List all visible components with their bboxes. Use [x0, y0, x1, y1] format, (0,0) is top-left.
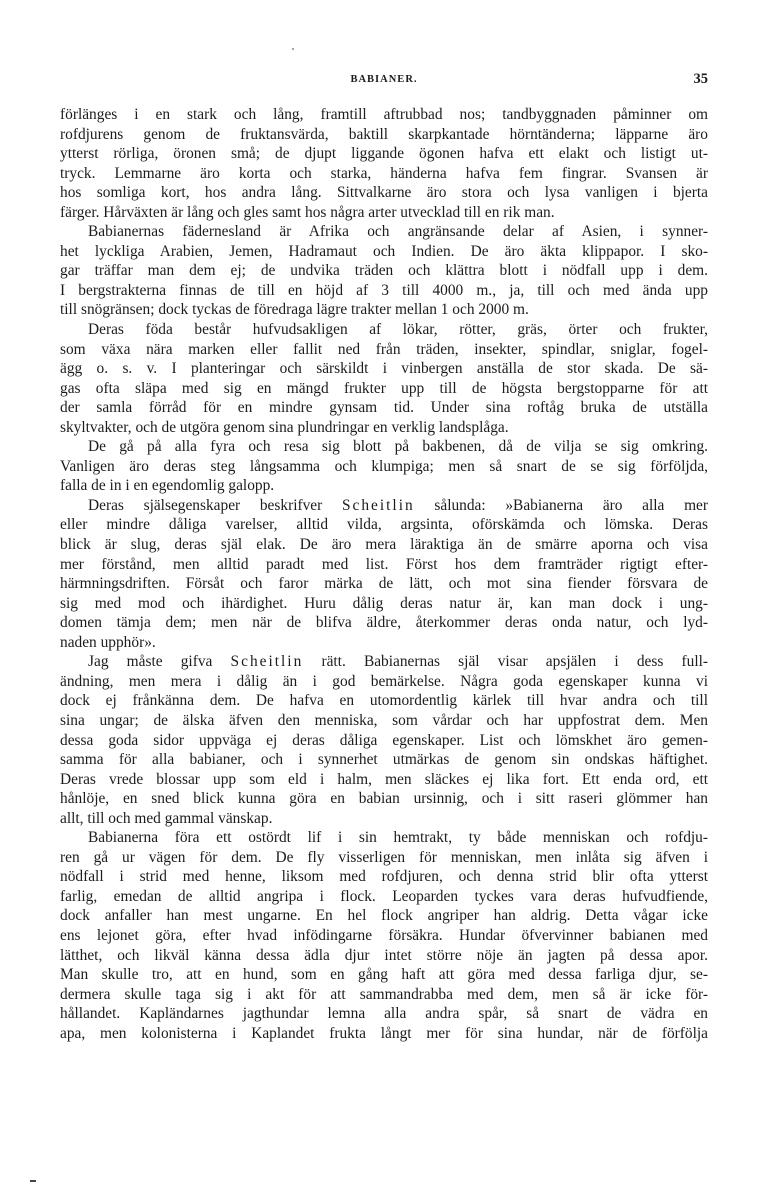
body-text [60, 105, 708, 1043]
text-line: hållandet. Kapländarnes jagthundar lemna alla andra spår, så snart de vädra en [60, 1005, 708, 1023]
text-line: hos somliga kort, hos andra lång. Sittvalkarne äro stora och lysa vanligen i bjerta [60, 184, 708, 202]
text-segment: sålunda: »Babianerna äro alla mer [434, 496, 708, 514]
text-line: Deras vrede blossar upp som eld i halm, men släckes ej lika fort. Ett enda ord, ett [60, 770, 708, 788]
page-header [60, 71, 708, 94]
text-line: I bergstrakterna finnas de till en höjd af 3 till 4000 m., ja, till och med ända upp [60, 281, 708, 299]
text-line: ren gå ur vägen för dem. De fly visserligen för menniskan, men inlåta sig äfven i [60, 848, 708, 866]
text-line: sig med mod och ihärdighet. Huru dålig deras natur är, kan man dock i ung- [60, 594, 708, 612]
text-line: samma för alla babianer, och i synnerhet utmärkas de genom sin ondskas häftighet. [60, 751, 708, 769]
text-line: het lyckliga Arabien, Jemen, Hadramaut och Indien. De äro äkta klippapor. I sko- [60, 242, 708, 260]
text-line [60, 496, 708, 516]
text-line: som växa nära marken eller fallit ned från träden, insekter, spindlar, sniglar, fogel- [60, 340, 708, 358]
text-line: eller mindre dåliga varelser, alltid vilda, argsinta, oförskämda och lömska. Deras [60, 516, 708, 534]
text-line: ändning, men mera i dålig än i god bemärkelse. Några goda egenskaper kunna vi [60, 672, 708, 690]
text-line: lätthet, och likväl känna dessa ädla djur intet större nöje än jagten på dessa apor. [60, 946, 708, 964]
text-line: farlig, emedan de alltid angripa i flock. Leoparden tyckes vara deras hufvudfiende, [60, 887, 708, 905]
text-line: blick är slug, deras själ elak. De äro mera läraktiga än de smärre aporna och visa [60, 536, 708, 554]
page-number: 35 [693, 71, 708, 87]
text-line: tryck. Lemmarne äro korta och starka, händerna hafva fem fingrar. Svansen är [60, 164, 708, 182]
text-line: härmningsdriften. Försåt och faror märka de lätt, och mot sina fiender försvara de [60, 575, 708, 593]
text-line: dermera skulle taga sig i akt för att sammandrabba med dem, men så är icke för- [60, 985, 708, 1003]
text-line: gar träffar man dem ej; de undvika träden och klättra blott i nödfall upp i dem. [60, 262, 708, 280]
text-line: dock ej frånkänna dem. De hafva en utomordentlig kärlek till hvar andra och till [60, 692, 708, 710]
text-segment: Deras själsegenskaper beskrifver [88, 496, 323, 514]
author-name: Scheitlin [230, 653, 304, 671]
text-line: nödfall i strid med henne, liksom med rofdjuren, och denna strid blir ofta ytterst [60, 868, 708, 886]
page-speck [30, 1180, 36, 1182]
text-line: Man skulle tro, att en hund, som en gång haft att göra med dessa farliga djur, se- [60, 966, 708, 984]
text-line: skyltvakter, och de utgöra genom sina plundringar en verklig landsplåga. [60, 418, 509, 436]
text-line: hånlöje, en sned blick kunna göra en babian ursinnig, och i sitt raseri glömmer han [60, 790, 708, 808]
text-line: gas ofta släpa med sig en mängd frukter upp till de högsta bergstopparne för att [60, 379, 708, 397]
text-segment: rätt. Babianernas själ visar apsjälen i dess full- [321, 653, 708, 671]
text-line: Babianerna föra ett ostördt lif i sin hemtrakt, ty både menniskan och rofdju- [88, 829, 708, 847]
text-line: till snögränsen; dock tyckas de föredraga lägre trakter mellan 1 och 2000 m. [60, 301, 529, 319]
author-name: Scheitlin [341, 496, 415, 514]
text-line: ägg o. s. v. I planteringar och särskildt i vinbergen anställa de stor skada. De sä- [60, 360, 708, 378]
text-line: färger. Hårväxten är lång och gles samt hos några arter utvecklad till en rik man. [60, 203, 555, 221]
text-line: dessa goda sidor uppväga ej deras dåliga egenskaper. List och lömskhet äro gemen- [60, 731, 708, 749]
text-segment: Jag måste gifva [88, 653, 213, 671]
text-line: De gå på alla fyra och resa sig blott på bakbenen, då de vilja se sig omkring. [88, 438, 708, 456]
text-line: der samla förråd för en mindre gynsam tid. Under sina roftåg bruka de utställa [60, 399, 708, 417]
text-line: apa, men kolonisterna i Kaplandet frukta långt mer för sina hundar, när de förfölja [60, 1024, 708, 1042]
text-line: Deras föda består hufvudsakligen af lökar, rötter, gräs, örter och frukter, [88, 321, 708, 339]
text-line: Babianernas fädernesland är Afrika och angränsande delar af Asien, i synner- [88, 223, 708, 241]
text-line: Vanligen äro deras steg långsamma och klumpiga; men så snart de se sig förföljda, [60, 457, 708, 475]
text-line [60, 652, 708, 672]
text-line: förlänges i en stark och lång, framtill aftrubbad nos; tandbyggnaden påminner om [60, 106, 708, 123]
text-line: allt, till och med gammal vänskap. [60, 809, 273, 827]
text-line: ens lejonet göra, efter hvad infödingarne försäkra. Hundar öfvervinner babianen med [60, 926, 708, 944]
text-line: ytterst rörliga, öronen små; de djupt liggande ögonen hafva ett elakt och listigt ut- [60, 145, 708, 163]
text-line: dock anfaller han mest ungarne. En hel flock angriper han aldrig. Detta vågar icke [60, 907, 708, 925]
page-speck [292, 48, 294, 50]
text-line: mer förstånd, men alltid paradt med list. Först hos dem framträder rigtigt efter- [60, 555, 708, 573]
text-line: naden upphör». [60, 633, 156, 651]
text-line: domen tämja dem; men när de blifva äldre, återkommer deras onda natur, och lyd- [60, 614, 708, 632]
text-line: rofdjurens genom de fruktansvärda, baktill skarpkantade hörntänderna; läpparne äro [60, 125, 708, 143]
text-line: falla de in i en egendomlig galopp. [60, 477, 275, 495]
text-line: sina ungar; de älska äfven den menniska, som vårdar och har uppfostrat dem. Men [60, 711, 708, 729]
running-title: BABIANER. [350, 74, 418, 85]
